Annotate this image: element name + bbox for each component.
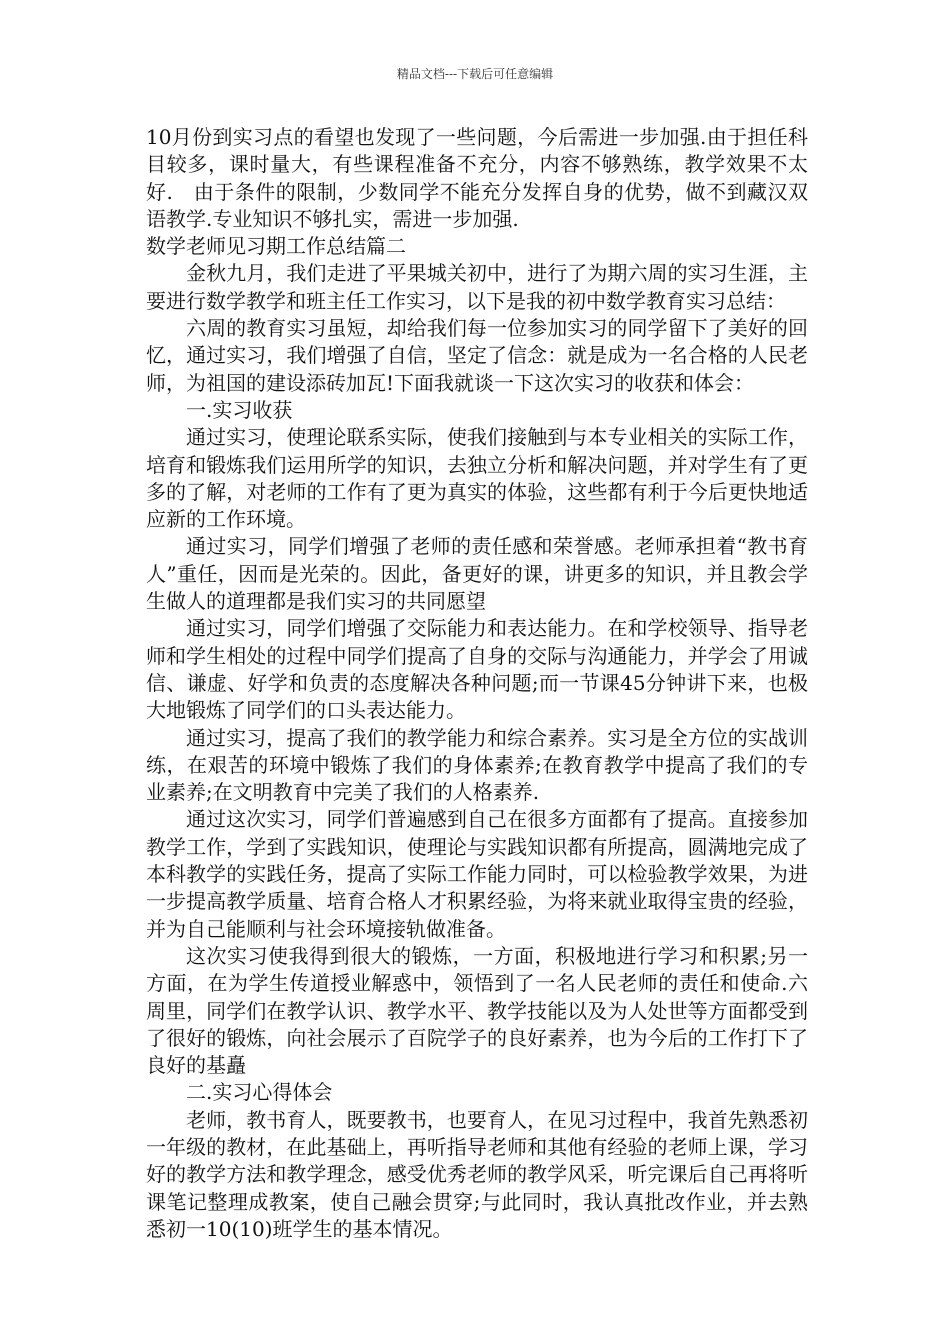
subheading-reflections: 二.实习心得体会: [186, 1080, 333, 1105]
paragraph-4: 六周的教育实习虽短，却给我们每一位参加实习的同学留下了美好的回忆，通过实习，我们增强了自信，坚定了信念：就是成为一名合格的人民老师，为祖国的建设添砖加瓦!下面我就谈一下这次实习的收获和体会：: [146, 316, 808, 395]
paragraph-10: 通过这次实习，同学们普遍感到自己在很多方面都有了提高。直接参加教学工作，学到了实践知识，使理论与实践知识都有所提高，圆满地完成了本科教学的实践任务，提高了实际工作能力同时，可以检验教学效果，为进一步提高教学质量、培育合格人才积累经验，为将来就业取得宝贵的经验，并为自己能顺利与社会环境接轨做准备。: [146, 807, 808, 941]
paragraph-13: 老师，教书育人，既要教书，也要育人，在见习过程中，我首先熟悉初一年级的教材，在此基础上，再听指导老师和其他有经验的老师上课，学习好的教学方法和教学理念，感受优秀老师的教学风采，听完课后自己再将听课笔记整理成教案，使自己融会贯穿;与此同时，我认真批改作业，并去熟悉初一10(10)班学生的基本情况。: [146, 1107, 808, 1241]
page-header: 精品文档---下载后可任意编辑: [396, 67, 554, 81]
paragraph-9: 通过实习，提高了我们的教学能力和综合素养。实习是全方位的实战训练，在艰苦的环境中锻炼了我们的身体素养;在教育教学中提高了我们的专业素养;在文明教育中完美了我们的人格素养.: [146, 725, 808, 805]
paragraph-1: 10月份到实习点的看望也发现了一些问题，今后需进一步加强.由于担任科目较多，课时量大，有些课程准备不充分，内容不够熟练，教学效果不太好. 由于条件的限制，少数同学不能充分发挥自身的优势，做不到藏汉双语教学.专业知识不够扎实，需进一步加强.: [146, 125, 808, 231]
section-title: 数学老师见习期工作总结篇二: [146, 234, 406, 259]
paragraph-3: 金秋九月，我们走进了平果城关初中，进行了为期六周的实习生涯，主要进行数学教学和班主任工作实习，以下是我的初中数学教育实习总结：: [146, 261, 808, 313]
document-body: [146, 124, 808, 1243]
paragraph-8: 通过实习，同学们增强了交际能力和表达能力。在和学校领导、指导老师和学生相处的过程中同学们提高了自身的交际与沟通能力，并学会了用诚信、谦虚、好学和负责的态度解决各种问题;而一节课45分钟讲下来，也极大地锻炼了同学们的口头表达能力。: [146, 616, 808, 723]
paragraph-6: 通过实习，使理论联系实际，使我们接触到与本专业相关的实际工作，培育和锻炼我们运用所学的知识，去独立分析和解决问题，并对学生有了更多的了解，对老师的工作有了更为真实的体验，这些都有利于今后更快地适应新的工作环境。: [146, 425, 808, 532]
paragraph-11: 这次实习使我得到很大的锻炼，一方面，积极地进行学习和积累;另一方面，在为学生传道授业解惑中，领悟到了一名人民老师的责任和使命.六周里，同学们在教学认识、教学水平、教学技能以及为人处世等方面都受到了很好的锻炼，向社会展示了百院学子的良好素养，也为今后的工作打下了良好的基矗: [146, 943, 808, 1078]
paragraph-7: 通过实习，同学们增强了老师的责任感和荣誉感。老师承担着“教书育人”重任，因而是光荣的。因此，备更好的课，讲更多的知识，并且教会学生做人的道理都是我们实习的共同愿望: [146, 534, 808, 614]
subheading-gains: 一.实习收获: [186, 397, 293, 422]
